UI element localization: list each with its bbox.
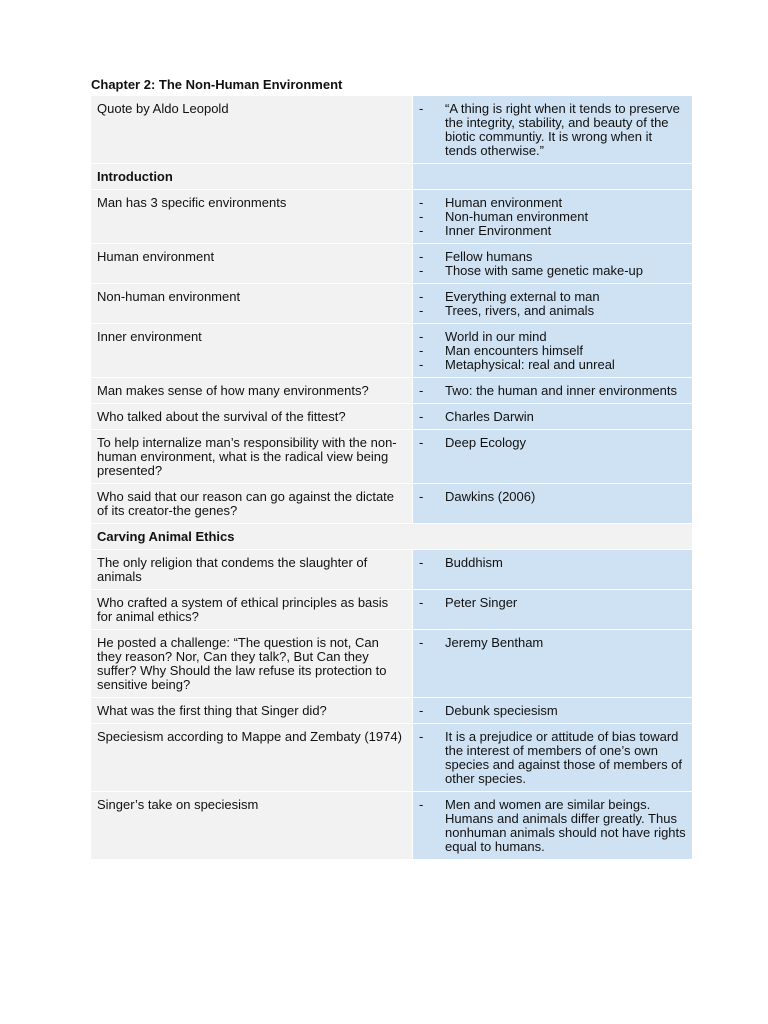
table-row: [91, 698, 693, 724]
answer-item: - Man encounters himself: [419, 344, 686, 358]
answer-list: [419, 196, 686, 238]
answer-item: - Deep Ecology: [419, 436, 686, 450]
answer-item: - It is a prejudice or attitude of bias toward the interest of members of one’s own species and against those of members of other species.: [419, 730, 686, 786]
answer-item: - Charles Darwin: [419, 410, 686, 424]
question-cell: What was the first thing that Singer did?: [91, 698, 413, 724]
answer-cell: [413, 792, 693, 860]
answer-item: - Those with same genetic make-up: [419, 264, 686, 278]
answer-item: - Jeremy Bentham: [419, 636, 686, 650]
answer-cell: [413, 724, 693, 792]
answer-item: - World in our mind: [419, 330, 686, 344]
answer-cell: [413, 630, 693, 698]
table-row: [91, 404, 693, 430]
answer-item: - Human environment: [419, 196, 686, 210]
table-row: [91, 284, 693, 324]
answer-list: [419, 490, 686, 504]
answer-list: [419, 290, 686, 318]
answer-cell: [413, 430, 693, 484]
question-cell: The only religion that condems the slaughter of animals: [91, 550, 413, 590]
answer-item: - Non-human environment: [419, 210, 686, 224]
chapter-title: Chapter 2: The Non-Human Environment: [91, 77, 343, 92]
question-cell: Man has 3 specific environments: [91, 190, 413, 244]
table-row: [91, 792, 693, 860]
answer-list: [419, 250, 686, 278]
question-cell: Who talked about the survival of the fittest?: [91, 404, 413, 430]
answer-list: [419, 410, 686, 424]
answer-list: [419, 596, 686, 610]
answer-list: [419, 704, 686, 718]
answer-cell: [413, 190, 693, 244]
answer-list: [419, 636, 686, 650]
question-cell: Human environment: [91, 244, 413, 284]
table-row: [91, 378, 693, 404]
question-cell: Who said that our reason can go against the dictate of its creator-the genes?: [91, 484, 413, 524]
answer-cell: [413, 404, 693, 430]
section-header-row: [91, 524, 693, 550]
answer-cell: [413, 698, 693, 724]
question-cell: Man makes sense of how many environments?: [91, 378, 413, 404]
table-row: [91, 430, 693, 484]
answer-item: - Metaphysical: real and unreal: [419, 358, 686, 372]
answer-cell: [413, 324, 693, 378]
answer-list: [419, 730, 686, 786]
question-cell: To help internalize man’s responsibility with the non-human environment, what is the radical view being presented?: [91, 430, 413, 484]
question-cell: Quote by Aldo Leopold: [91, 96, 413, 164]
answer-item: - Peter Singer: [419, 596, 686, 610]
answer-cell: [413, 484, 693, 524]
table-row: [91, 630, 693, 698]
answer-cell: [413, 244, 693, 284]
question-cell: Who crafted a system of ethical principles as basis for animal ethics?: [91, 590, 413, 630]
answer-item: - Two: the human and inner environments: [419, 384, 686, 398]
answer-cell: [413, 284, 693, 324]
answer-item: - Debunk speciesism: [419, 704, 686, 718]
question-cell: Non-human environment: [91, 284, 413, 324]
qa-table: [90, 95, 693, 860]
question-cell: Singer’s take on speciesism: [91, 792, 413, 860]
answer-item: - Everything external to man: [419, 290, 686, 304]
answer-list: [419, 798, 686, 854]
answer-list: [419, 330, 686, 372]
section-header-empty-cell: [413, 164, 693, 190]
section-header-row: [91, 164, 693, 190]
section-header: Carving Animal Ethics: [91, 524, 693, 550]
answer-cell: [413, 378, 693, 404]
table-row: [91, 96, 693, 164]
table-row: [91, 244, 693, 284]
answer-item: - Buddhism: [419, 556, 686, 570]
table-row: [91, 324, 693, 378]
answer-item: - Inner Environment: [419, 224, 686, 238]
answer-list: [419, 436, 686, 450]
answer-list: [419, 384, 686, 398]
answer-list: [419, 102, 686, 158]
answer-item: - Men and women are similar beings. Humans and animals differ greatly. Thus nonhuman animals should not have rights equal to humans.: [419, 798, 686, 854]
question-cell: Inner environment: [91, 324, 413, 378]
section-header: Introduction: [91, 164, 413, 190]
table-row: [91, 550, 693, 590]
qa-table-body: [91, 96, 693, 860]
question-cell: He posted a challenge: “The question is not, Can they reason? Nor, Can they talk?, But Can they suffer? Why Should the law refuse its protection to sensitive being?: [91, 630, 413, 698]
table-row: [91, 724, 693, 792]
answer-cell: [413, 550, 693, 590]
answer-list: [419, 556, 686, 570]
answer-item: - Trees, rivers, and animals: [419, 304, 686, 318]
answer-item: - Fellow humans: [419, 250, 686, 264]
answer-item: - “A thing is right when it tends to preserve the integrity, stability, and beauty of the biotic communtiy. It is wrong when it tends otherwise.”: [419, 102, 686, 158]
answer-cell: [413, 590, 693, 630]
table-row: [91, 590, 693, 630]
answer-item: - Dawkins (2006): [419, 490, 686, 504]
question-cell: Speciesism according to Mappe and Zembaty (1974): [91, 724, 413, 792]
table-row: [91, 190, 693, 244]
table-row: [91, 484, 693, 524]
answer-cell: [413, 96, 693, 164]
